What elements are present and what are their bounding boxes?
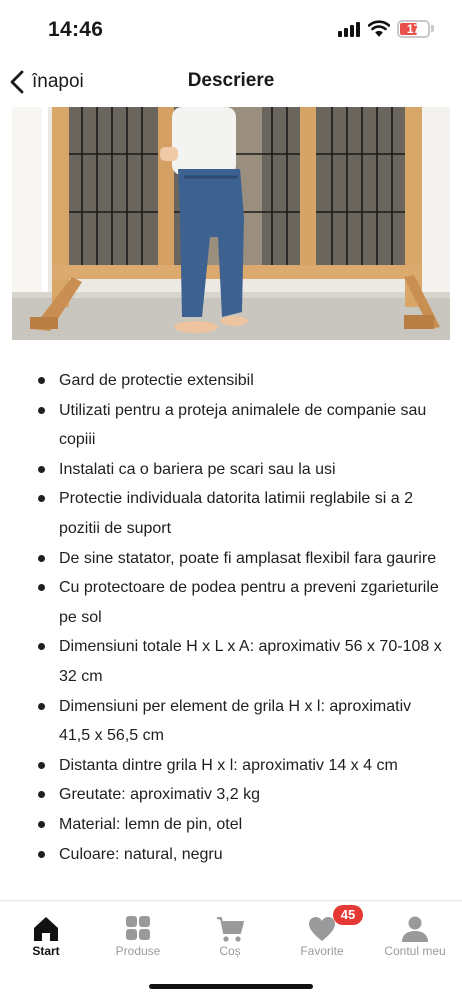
grid-icon: [123, 915, 153, 943]
page-title: Descriere: [187, 70, 275, 91]
home-indicator: [149, 984, 313, 989]
back-label: înapoi: [32, 71, 84, 92]
home-icon: [31, 915, 61, 943]
tab-label: Produse: [115, 944, 161, 958]
heart-icon: [307, 915, 337, 943]
list-item: Culoare: natural, negru: [36, 840, 446, 870]
tab-label: Contul meu: [384, 944, 446, 958]
status-time: 14:46: [48, 18, 104, 41]
tab-contul-meu[interactable]: [368, 915, 462, 965]
favorites-badge: 45: [333, 905, 363, 925]
signal-icon: [338, 22, 362, 37]
list-item: De sine statator, poate fi amplasat flexibil fara gaurire: [36, 544, 446, 574]
nav-bar: [0, 58, 462, 106]
user-icon: [400, 915, 430, 943]
list-item: Greutate: aproximativ 3,2 kg: [36, 780, 446, 810]
tab-cos[interactable]: [184, 915, 276, 965]
tab-produse[interactable]: [92, 915, 184, 965]
description-list: [36, 366, 446, 869]
status-bar: [0, 0, 462, 58]
list-item: Instalati ca o bariera pe scari sau la usi: [36, 455, 446, 485]
tab-label: Favorite: [300, 944, 344, 958]
list-item: Dimensiuni per element de grila H x l: aproximativ 41,5 x 56,5 cm: [36, 692, 446, 751]
list-item: Dimensiuni totale H x L x A: aproximativ 56 x 70-108 x 32 cm: [36, 632, 446, 691]
list-item: Cu protectoare de podea pentru a preveni zgarieturile pe sol: [36, 573, 446, 632]
list-item: Gard de protectie extensibil: [36, 366, 446, 396]
tab-start[interactable]: [0, 915, 92, 965]
list-item: Distanta dintre grila H x l: aproximativ 14 x 4 cm: [36, 751, 446, 781]
tab-label: Start: [32, 944, 60, 958]
wifi-icon: [368, 19, 390, 37]
product-image[interactable]: [12, 107, 450, 340]
battery-level: 17: [406, 22, 421, 36]
list-item: Protectie individuala datorita latimii reglabile si a 2 pozitii de suport: [36, 484, 446, 543]
list-item: Material: lemn de pin, otel: [36, 810, 446, 840]
battery-icon: [397, 20, 430, 38]
battery-cap: [431, 25, 434, 32]
tab-label: Coș: [219, 944, 241, 958]
cart-icon: [215, 915, 245, 943]
list-item: Utilizati pentru a proteja animalele de companie sau copiii: [36, 396, 446, 455]
